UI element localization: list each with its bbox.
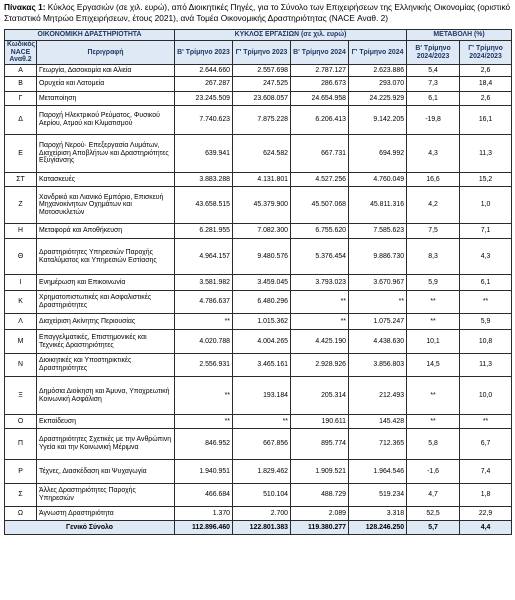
total-label: Γενικό Σύνολο [5,521,175,535]
caption-text: Κύκλος Εργασιών (σε χιλ. ευρώ), από Διοικητικές Πηγές, για το Σύνολο των Επιχειρήσεων της Ελληνικής Οικονομίας (οριστικό Στατιστικό Μητρώο Επιχειρήσεων, έτους 2021), ανά Τομέα Οικονομικής Δραστηριότητας (NACE Αναθ. 2) [4,2,511,24]
row-description: Άλλες Δραστηριότητες Παροχής Υπηρεσιών [37,484,175,507]
row-description: Επαγγελματικές, Επιστημονικές και Τεχνικές Δραστηριότητες [37,330,175,354]
row-description: Χρηματοπιστωτικές και Ασφαλιστικές Δραστηριότητες [37,291,175,314]
row-value: 10,1 [407,330,460,354]
row-value: 15,2 [460,173,512,187]
row-description: Ενημέρωση και Επικοινωνία [37,275,175,291]
row-value: 1.964.546 [349,460,407,484]
row-value: ** [407,314,460,330]
row-value: 9.886.730 [349,239,407,275]
row-value: 3.459.045 [233,275,291,291]
header-code: Κωδικός NACE Αναθ.2 [5,41,37,65]
header-col-q3-2024: Γ' Τρίμηνο 2024 [349,41,407,65]
header-col-q2-2024: Β' Τρίμηνο 2024 [291,41,349,65]
row-value: 24.654.958 [291,92,349,106]
total-value: 122.801.383 [233,521,291,535]
row-value: 7.082.300 [233,224,291,239]
row-value: ** [407,291,460,314]
row-value: 1.829.462 [233,460,291,484]
row-value: 14,5 [407,354,460,377]
row-code: Μ [5,330,37,354]
header-activity: ΟΙΚΟΝΟΜΙΚΗ ΔΡΑΣΤΗΡΙΟΤΗΤΑ [5,30,175,41]
row-value: 3.318 [349,507,407,521]
row-value: 694.992 [349,135,407,173]
row-code: Ω [5,507,37,521]
row-description: Άγνωστη Δραστηριότητα [37,507,175,521]
caption-label: Πίνακας 1: [4,2,46,12]
row-value: 2,6 [460,65,512,77]
header-row-groups [5,30,512,41]
row-value: 247.525 [233,77,291,92]
row-value: 519.234 [349,484,407,507]
row-description: Παροχή Νερού· Επεξεργασία Λυμάτων, Διαχείριση Αποβλήτων και Δραστηριότητες Εξυγίανσης [37,135,175,173]
row-value: 7.875.228 [233,106,291,135]
header-turnover: ΚΥΚΛΟΣ ΕΡΓΑΣΙΩΝ (σε χιλ. ευρώ) [175,30,407,41]
row-code: Η [5,224,37,239]
table-row [5,460,512,484]
row-value: 4,2 [407,187,460,224]
table-row [5,507,512,521]
row-value: 4.425.190 [291,330,349,354]
row-value: 10,8 [460,330,512,354]
row-value: 4.760.049 [349,173,407,187]
table-row [5,173,512,187]
row-value: 1,0 [460,187,512,224]
row-value: 7,1 [460,224,512,239]
row-value: 4.131.801 [233,173,291,187]
row-value: 1,8 [460,484,512,507]
row-value: 1.909.521 [291,460,349,484]
table-row [5,429,512,460]
row-description: Μεταφορά και Αποθήκευση [37,224,175,239]
row-value: 23.245.509 [175,92,233,106]
row-value: ** [175,415,233,429]
row-value: 7,4 [460,460,512,484]
row-code: Ξ [5,377,37,415]
turnover-table [4,29,512,535]
row-value: 667.731 [291,135,349,173]
row-value: 712.365 [349,429,407,460]
row-value: 45.811.316 [349,187,407,224]
row-value: 23.608.057 [233,92,291,106]
row-description: Χονδρικό και Λιανικό Εμπόριο, Επισκευή Μηχανοκίνητων Οχημάτων και Μοτοσυκλετών [37,187,175,224]
total-value: 4,4 [460,521,512,535]
row-value: ** [291,291,349,314]
row-value: ** [233,415,291,429]
row-value: 1.015.362 [233,314,291,330]
row-value: ** [175,314,233,330]
row-value: 43.658.515 [175,187,233,224]
header-col-q2-2023: Β' Τρίμηνο 2023 [175,41,233,65]
header-col-q3-2023: Γ' Τρίμηνο 2023 [233,41,291,65]
row-value: 9.480.576 [233,239,291,275]
table-row [5,330,512,354]
row-value: 7.740.623 [175,106,233,135]
row-value: 1.370 [175,507,233,521]
header-change: ΜΕΤΑΒΟΛΗ (%) [407,30,512,41]
total-row [5,521,512,535]
row-description: Παροχή Ηλεκτρικού Ρεύματος, Φυσικού Αερίου, Ατμού και Κλιματισμού [37,106,175,135]
row-code: Γ [5,92,37,106]
row-value: 2.556.931 [175,354,233,377]
table-body [5,30,512,535]
row-value: 145.428 [349,415,407,429]
row-value: ** [407,415,460,429]
row-value: 4,7 [407,484,460,507]
row-value: 895.774 [291,429,349,460]
row-value: 267.287 [175,77,233,92]
row-code: Ο [5,415,37,429]
table-row [5,106,512,135]
row-code: Ζ [5,187,37,224]
table-row [5,314,512,330]
row-value: 11,3 [460,135,512,173]
table-row [5,65,512,77]
row-value: -19,8 [407,106,460,135]
row-description: Τέχνες, Διασκέδαση και Ψυχαγωγία [37,460,175,484]
row-code: Σ [5,484,37,507]
row-description: Εκπαίδευση [37,415,175,429]
row-value: 466.684 [175,484,233,507]
table-row [5,377,512,415]
row-value: ** [349,291,407,314]
table-row [5,291,512,314]
row-value: 212.493 [349,377,407,415]
row-value: 2.787.127 [291,65,349,77]
row-value: 7.585.623 [349,224,407,239]
row-value: 488.729 [291,484,349,507]
row-value: 4.964.157 [175,239,233,275]
row-value: 7,3 [407,77,460,92]
row-code: Κ [5,291,37,314]
table-caption [4,2,511,24]
row-value: ** [175,377,233,415]
table-row [5,224,512,239]
row-value: 24.225.929 [349,92,407,106]
row-description: Κατασκευές [37,173,175,187]
row-value: ** [460,415,512,429]
table-row [5,354,512,377]
table-row [5,92,512,106]
row-code: Ν [5,354,37,377]
row-value: 510.104 [233,484,291,507]
row-code: Α [5,65,37,77]
row-value: 6.755.620 [291,224,349,239]
row-value: 1.075.247 [349,314,407,330]
total-value: 119.380.277 [291,521,349,535]
row-code: Δ [5,106,37,135]
row-value: ** [407,377,460,415]
row-description: Δραστηριότητες Υπηρεσιών Παροχής Καταλύματος και Υπηρεσιών Εστίασης [37,239,175,275]
row-code: Λ [5,314,37,330]
table-row [5,275,512,291]
row-description: Δημόσια Διοίκηση και Άμυνα, Υποχρεωτική Κοινωνική Ασφάλιση [37,377,175,415]
row-value: 8,3 [407,239,460,275]
row-value: 45.507.068 [291,187,349,224]
row-value: 846.952 [175,429,233,460]
table-row [5,187,512,224]
row-description: Γεωργία, Δασοκομία και Αλιεία [37,65,175,77]
row-code: Β [5,77,37,92]
row-value: 52,5 [407,507,460,521]
row-description: Ορυχεία και Λατομεία [37,77,175,92]
total-value: 112.896.460 [175,521,233,535]
table-row [5,415,512,429]
row-value: 5,9 [460,314,512,330]
row-code: ΣΤ [5,173,37,187]
row-value: 667.856 [233,429,291,460]
row-value: 3.883.288 [175,173,233,187]
row-value: 4.527.256 [291,173,349,187]
row-value: 3.465.161 [233,354,291,377]
row-value: 4.020.788 [175,330,233,354]
row-description: Διοικητικές και Υποστηρικτικές Δραστηριότητες [37,354,175,377]
row-value: 5.376.454 [291,239,349,275]
row-value: 2.644.660 [175,65,233,77]
row-value: 11,3 [460,354,512,377]
row-value: 4.438.630 [349,330,407,354]
row-value: 624.582 [233,135,291,173]
row-value: 16,6 [407,173,460,187]
row-value: 16,1 [460,106,512,135]
row-code: Θ [5,239,37,275]
row-value: 3.856.803 [349,354,407,377]
row-value: 22,9 [460,507,512,521]
table-row [5,77,512,92]
header-row-columns [5,41,512,65]
row-value: 6.206.413 [291,106,349,135]
row-value: 286.673 [291,77,349,92]
row-value: 2.623.886 [349,65,407,77]
row-value: 190.611 [291,415,349,429]
row-value: 639.941 [175,135,233,173]
row-value: 6,7 [460,429,512,460]
header-col-change-q3: Γ' Τρίμηνο 2024/2023 [460,41,512,65]
row-value: 4.786.637 [175,291,233,314]
row-value: 5,4 [407,65,460,77]
row-value: ** [291,314,349,330]
row-value: 2.928.926 [291,354,349,377]
row-code: Ε [5,135,37,173]
row-value: ** [460,291,512,314]
row-value: 45.379.900 [233,187,291,224]
row-value: 4,3 [407,135,460,173]
table-row [5,484,512,507]
row-description: Διαχείριση Ακίνητης Περιουσίας [37,314,175,330]
row-code: Π [5,429,37,460]
row-value: 5,9 [407,275,460,291]
row-value: 3.793.023 [291,275,349,291]
total-value: 5,7 [407,521,460,535]
row-value: 5,8 [407,429,460,460]
row-value: 2,6 [460,92,512,106]
row-value: 193.184 [233,377,291,415]
row-value: -1,6 [407,460,460,484]
row-value: 6.480.296 [233,291,291,314]
row-value: 6,1 [407,92,460,106]
table-row [5,239,512,275]
row-value: 7,5 [407,224,460,239]
row-value: 6.281.955 [175,224,233,239]
row-value: 293.070 [349,77,407,92]
row-value: 9.142.205 [349,106,407,135]
total-value: 128.246.250 [349,521,407,535]
row-value: 2.089 [291,507,349,521]
row-description: Μεταποίηση [37,92,175,106]
row-value: 4.004.265 [233,330,291,354]
table-row [5,135,512,173]
row-value: 6,1 [460,275,512,291]
row-description: Δραστηριότητες Σχετικές με την Ανθρώπινη Υγεία και την Κοινωνική Μέριμνα [37,429,175,460]
row-value: 10,0 [460,377,512,415]
row-value: 205.314 [291,377,349,415]
row-value: 3.581.982 [175,275,233,291]
row-code: Ρ [5,460,37,484]
row-code: Ι [5,275,37,291]
row-value: 3.670.967 [349,275,407,291]
row-value: 18,4 [460,77,512,92]
header-description: Περιγραφή [37,41,175,65]
row-value: 2.557.698 [233,65,291,77]
row-value: 4,3 [460,239,512,275]
header-col-change-q2: Β' Τρίμηνο 2024/2023 [407,41,460,65]
row-value: 1.940.951 [175,460,233,484]
row-value: 2.700 [233,507,291,521]
